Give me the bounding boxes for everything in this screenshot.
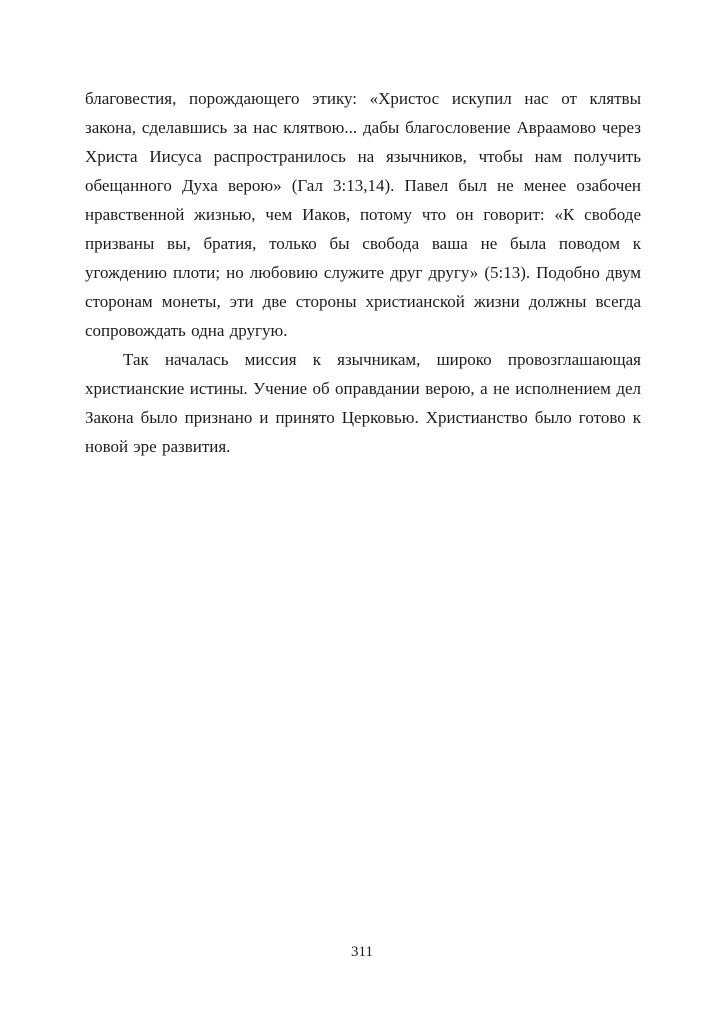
- page-number: 311: [351, 944, 373, 960]
- paragraph-continuation: благовестия, порождающего этику: «Христос искупил нас от клятвы закона, сделавшись за нас клятвою... дабы благословение Авраамово через Христа Иисуса распространилось на язычников, чтобы нам получить обещанного Духа верою» (Гал 3:13,14). Павел был не менее озабочен нравственной жизнью, чем Иаков, потому что он говорит: «К свободе призваны вы, братия, только бы свобода ваша не была поводом к угождению плоти; но любовию служите друг другу» (5:13). Подобно двум сторонам монеты, эти две стороны христианской жизни должны всегда сопровождать одна другую.: [85, 89, 641, 340]
- body-text: [85, 84, 641, 461]
- paragraph: Так началась миссия к язычникам, широко провозглашающая христианские истины. Учение об оправдании верою, а не исполнением дел Закона было признано и принято Церковью. Христианство было готово к новой эре развития.: [85, 350, 641, 456]
